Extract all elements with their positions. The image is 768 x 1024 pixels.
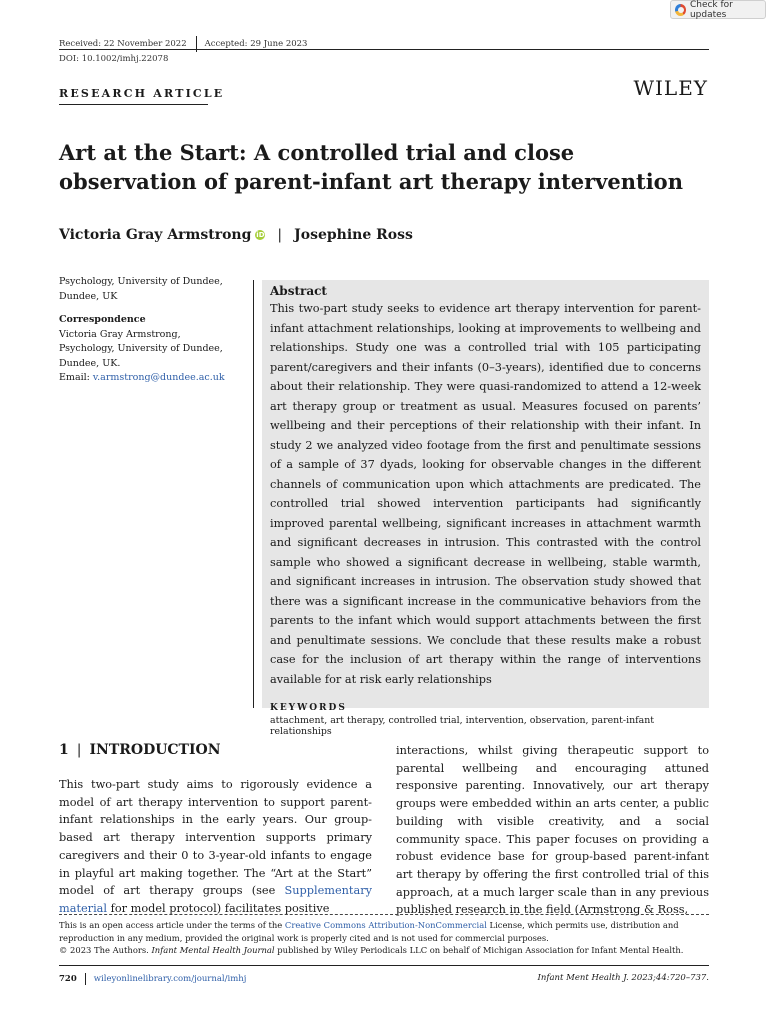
author-first[interactable]: Victoria Gray Armstrong	[59, 227, 252, 243]
copyright-journal: Infant Mental Health Journal	[151, 945, 275, 955]
correspondence	[59, 313, 239, 386]
keywords-text: attachment, art therapy, controlled trial, intervention, observation, parent-infant relationships	[270, 715, 655, 737]
page-number: 720	[59, 974, 77, 984]
section-number: 1	[59, 742, 69, 758]
check-for-updates-button[interactable]	[670, 0, 766, 19]
cc-license-link[interactable]: Creative Commons Attribution-NonCommercial	[284, 920, 487, 930]
copyright-b: published by Wiley Periodicals LLC on behalf of Michigan Association for Infant Mental Health.	[274, 945, 684, 955]
doi: DOI: 10.1002/imhj.22078	[59, 54, 169, 64]
abstract-heading: Abstract	[270, 284, 327, 298]
intro-text-b: for model protocol) facilitates positive	[107, 901, 330, 915]
copyright-note	[59, 945, 683, 955]
abstract-box	[262, 280, 709, 737]
correspondence-text: Victoria Gray Armstrong, Psychology, University of Dundee, Dundee, UK.	[59, 328, 223, 369]
license-note	[59, 919, 709, 944]
author-separator: |	[277, 227, 283, 243]
abstract-text: This two-part study seeks to evidence art therapy intervention for parent-infant attachment relationships, looking at improvements to wellbeing and relationships. Study one was a controlled trial with 105 participating parent/caregivers and their infants (0–3-years), identified due to concerns about their relationship. They were quasi-randomized to attend a 12-week art therapy group or treatment as usual. Measures focused on parents’ wellbeing and their perceptions of their relationship with their infant. In study 2 we analyzed video footage from the first and penultimate sessions of a sample of 37 dyads, looking for observable changes in the different channels of communication upon which attachments are predicated. The controlled trial showed intervention participants had significantly improved parental wellbeing, significant increases in attachment warmth and significant decreases in intrusion. This contrasted with the control sample who showed a significant decrease in wellbeing, stable warmth, and significant increases in intrusion. The observation study showed that there was a significant increase in the communicative behaviors from the parents to the infant which would support attachments between the first and penultimate sessions. We conclude that these results make a robust case for the inclusion of art therapy within the range of interventions available for at risk early relationships	[270, 302, 701, 686]
correspondence-label: Correspondence	[59, 314, 146, 325]
article-title: Art at the Start: A controlled trial and close observation of parent-infant art therapy intervention	[59, 140, 683, 194]
affiliation-column	[59, 275, 239, 395]
crossmark-icon	[675, 4, 686, 16]
section-separator: |	[76, 742, 82, 758]
section-heading	[59, 742, 221, 758]
article-type-label: RESEARCH ARTICLE	[59, 87, 225, 100]
license-prefix: This is an open access article under the terms of the	[59, 920, 285, 930]
email-label: Email:	[59, 372, 90, 383]
keywords-heading: KEYWORDS	[270, 703, 347, 713]
received-date: Received: 22 November 2022	[59, 39, 187, 49]
body-column-right: interactions, whilst giving therapeutic support to parental wellbeing and encouraging attuned responsive parenting. Innovatively, our art therapy groups were embedded within an arts center, a public building with visible creativity, and a social community space. This paper focuses on providing a robust evidence base for group-based parent-infant art therapy by offering the first controlled trial of this approach, at a much larger scale than in any previous published research in the field (Armstrong & Ross,	[396, 744, 709, 917]
publisher-logo: WILEY	[633, 76, 708, 100]
section-title: INTRODUCTION	[89, 742, 221, 758]
orcid-icon[interactable]: iD	[256, 231, 265, 239]
accepted-date: Accepted: 29 June 2023	[204, 39, 308, 49]
author-second[interactable]: Josephine Ross	[294, 227, 413, 243]
footnote-rule	[59, 914, 709, 915]
affiliation: Psychology, University of Dundee, Dundee, UK	[59, 276, 223, 302]
journal-url-link[interactable]: wileyonlinelibrary.com/journal/imhj	[93, 974, 247, 984]
email-link[interactable]: v.armstrong@dundee.ac.uk	[92, 372, 225, 383]
intro-text-a: This two-part study aims to rigorously evidence a model of art therapy intervention to support parent-infant relationships in the early years. Our group-based art therapy intervention supports primary caregivers and their 0 to 3-year-old infants to engage in playful art making together. The “Art at the Start” model of art therapy groups (see	[59, 778, 372, 898]
abstract-divider	[253, 280, 254, 708]
journal-citation: Infant Ment Health J. 2023;44:720–737.	[537, 973, 709, 983]
body-column-left	[59, 776, 372, 918]
article-type-underline	[59, 104, 208, 105]
license-suffix: License, which permits use, distribution and reproduction in any medium, provided the original work is properly cited and is not used for commercial purposes.	[59, 920, 679, 943]
check-for-updates-label: Check for updates	[689, 0, 733, 20]
copyright-a: © 2023 The Authors.	[59, 945, 152, 955]
footer-divider	[85, 973, 86, 985]
supplementary-material-link[interactable]: Supplementary material	[59, 884, 372, 915]
footer-rule	[59, 965, 709, 966]
header-rule	[59, 49, 709, 50]
author-list	[59, 227, 413, 243]
footer-left	[59, 973, 246, 985]
